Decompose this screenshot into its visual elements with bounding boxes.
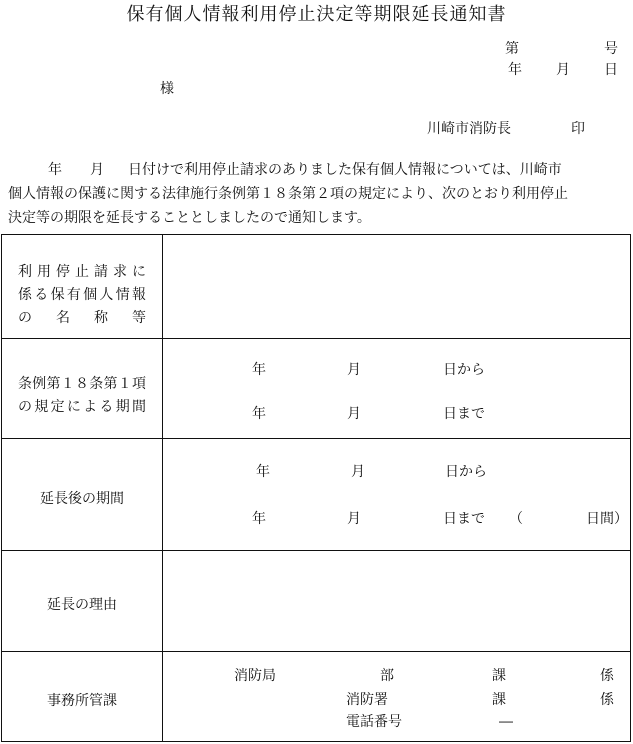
extended-from-year: 年 [256,464,270,480]
label-extension-reason: 延長の理由 [47,597,117,613]
section-ka-1: 課 [492,668,506,684]
label-char: 定 [50,399,65,415]
label-char: る [34,287,49,303]
label-char: 用 [37,264,51,280]
body-line-1 [8,158,633,182]
label-char: の [18,310,32,326]
label-char: １ [60,376,75,392]
number-go: 号 [604,41,618,57]
row-extension-reason [2,551,630,652]
row-extended-period [2,439,630,551]
label-char: 請 [94,264,108,280]
section-tel-dash: ― [499,714,513,730]
label-char: 条 [89,376,104,392]
label-char: 条 [18,376,32,392]
label-char: 個 [83,287,98,303]
notice-table [1,234,631,742]
label-responsible-section: 事務所管課 [47,693,117,709]
label-char: 止 [75,264,89,280]
label-char: の [18,399,32,415]
label-original-period-line-2 [18,396,146,419]
label-request-info [2,261,162,330]
label-char: に [132,264,146,280]
number-dai: 第 [505,41,519,57]
date-year: 年 [508,62,522,78]
label-char: 規 [34,399,49,415]
extended-to-year: 年 [252,511,266,527]
label-char: 名 [56,310,70,326]
label-char: 報 [131,287,146,303]
extended-days-paren-open: （ [509,511,523,527]
section-shobokyoku: 消防局 [234,668,276,684]
date-day: 日 [604,62,618,78]
label-original-period-line-1 [18,373,146,396]
row-request-info [2,235,630,339]
label-char: 期 [115,399,130,415]
extended-to-day: 日まで [443,511,485,527]
extended-from-month: 月 [351,464,365,480]
label-char: に [66,399,81,415]
issuer-name: 川崎市消防長 [427,121,511,137]
extended-from-day: 日から [445,464,487,480]
body-month: 月 [90,162,104,178]
extended-days: 日間） [586,511,628,527]
seal-mark: 印 [571,121,585,137]
label-char: 利 [18,264,32,280]
row-responsible-section [2,652,630,742]
label-request-info-line-1 [18,261,146,284]
recipient-sama: 様 [160,81,174,97]
label-char: 人 [99,287,114,303]
label-char: 間 [131,399,146,415]
label-char: 等 [132,310,146,326]
label-char: 例 [32,376,47,392]
label-char: 項 [132,376,146,392]
document-title: 保有個人情報利用停止決定等期限延長通知書 [126,4,507,25]
section-kakari-2: 係 [600,692,614,708]
label-char: ８ [75,376,89,392]
original-to-day: 日まで [443,406,485,422]
label-request-info-line-2 [18,284,146,307]
label-original-period [2,373,162,419]
label-char: よ [83,399,98,415]
label-char: １ [117,376,132,392]
notice-body [8,158,633,230]
body-line-1-rest: 日付けで利用停止請求のありました保有個人情報については、川崎市 [128,162,562,178]
label-char: 第 [103,376,118,392]
original-from-year: 年 [252,362,266,378]
label-char: 保 [50,287,65,303]
label-char: 係 [18,287,32,303]
label-char: 停 [56,264,70,280]
section-shobosho: 消防署 [346,692,388,708]
original-from-day: 日から [443,362,485,378]
body-line-2: 個人情報の保護に関する法律施行条例第１８条第２項の規定により、次のとおり利用停止 [8,186,568,202]
section-tel: 電話番号 [346,714,402,730]
original-to-year: 年 [252,406,266,422]
date-month: 月 [556,62,570,78]
label-char: 情 [115,287,130,303]
label-char: 第 [46,376,61,392]
body-line-3: 決定等の期限を延長することとしましたので通知します。 [8,210,371,226]
section-bu: 部 [380,668,394,684]
original-from-month: 月 [347,362,361,378]
label-extended-period: 延長後の期間 [40,491,124,507]
label-request-info-line-3 [18,307,146,330]
label-char: 求 [113,264,127,280]
label-char: 称 [94,310,108,326]
section-ka-2: 課 [492,692,506,708]
label-char: 有 [66,287,81,303]
section-kakari-1: 係 [600,668,614,684]
extended-to-month: 月 [347,511,361,527]
label-char: る [99,399,114,415]
body-year: 年 [48,162,62,178]
row-original-period [2,339,630,439]
original-to-month: 月 [347,406,361,422]
